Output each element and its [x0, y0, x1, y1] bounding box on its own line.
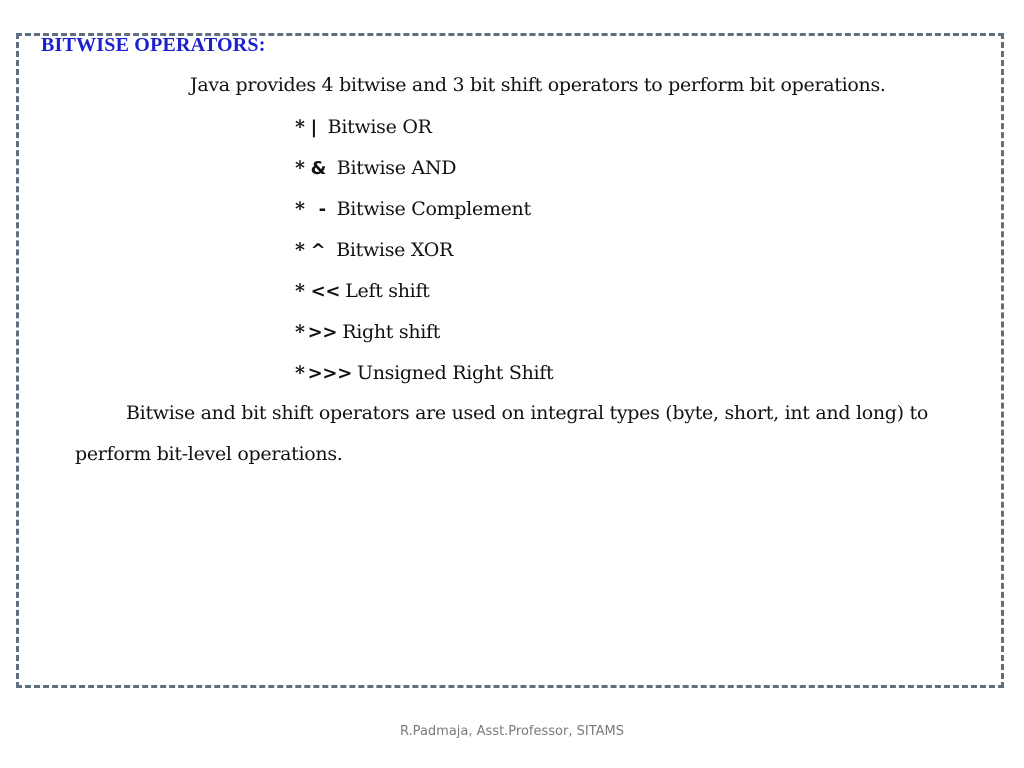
operator-description: Bitwise Complement [336, 198, 531, 220]
operator-symbol: & [310, 158, 327, 179]
operator-description: Unsigned Right Shift [357, 362, 554, 384]
bullet: * [295, 321, 305, 343]
operator-description: Bitwise XOR [336, 239, 454, 261]
operator-item-and [295, 156, 553, 197]
bullet: * [295, 198, 305, 220]
operator-symbol: - [318, 199, 326, 220]
operator-item-or [295, 115, 553, 156]
bullet: * [295, 239, 305, 261]
operator-item-right-shift [295, 320, 553, 361]
bullet: * [295, 116, 305, 138]
bullet: * [295, 280, 305, 302]
operator-description: Bitwise OR [327, 116, 432, 138]
paragraph-line-2: perform bit-level operations. [75, 443, 343, 465]
footer-credit: R.Padmaja, Asst.Professor, SITAMS [399, 724, 624, 739]
operator-item-xor [295, 238, 553, 279]
slide-title: BITWISE OPERATORS: [41, 34, 266, 56]
operator-description: Right shift [342, 321, 441, 343]
operator-symbol: ^ [310, 240, 326, 261]
bullet: * [295, 157, 305, 179]
operator-symbol: >>> [307, 363, 352, 384]
paragraph-line-1: Bitwise and bit shift operators are used on integral types (byte, short, int and long) to [126, 402, 928, 424]
operator-list [295, 115, 553, 402]
operator-symbol: | [310, 117, 317, 138]
intro-text: Java provides 4 bitwise and 3 bit shift operators to perform bit operations. [190, 74, 886, 96]
operator-item-left-shift [295, 279, 553, 320]
operator-description: Left shift [345, 280, 430, 302]
bullet: * [295, 362, 305, 384]
operator-symbol: << [310, 281, 341, 302]
operator-symbol: >> [307, 322, 338, 343]
operator-item-complement [295, 197, 553, 238]
operator-description: Bitwise AND [336, 157, 457, 179]
operator-item-unsigned-right-shift [295, 361, 553, 402]
